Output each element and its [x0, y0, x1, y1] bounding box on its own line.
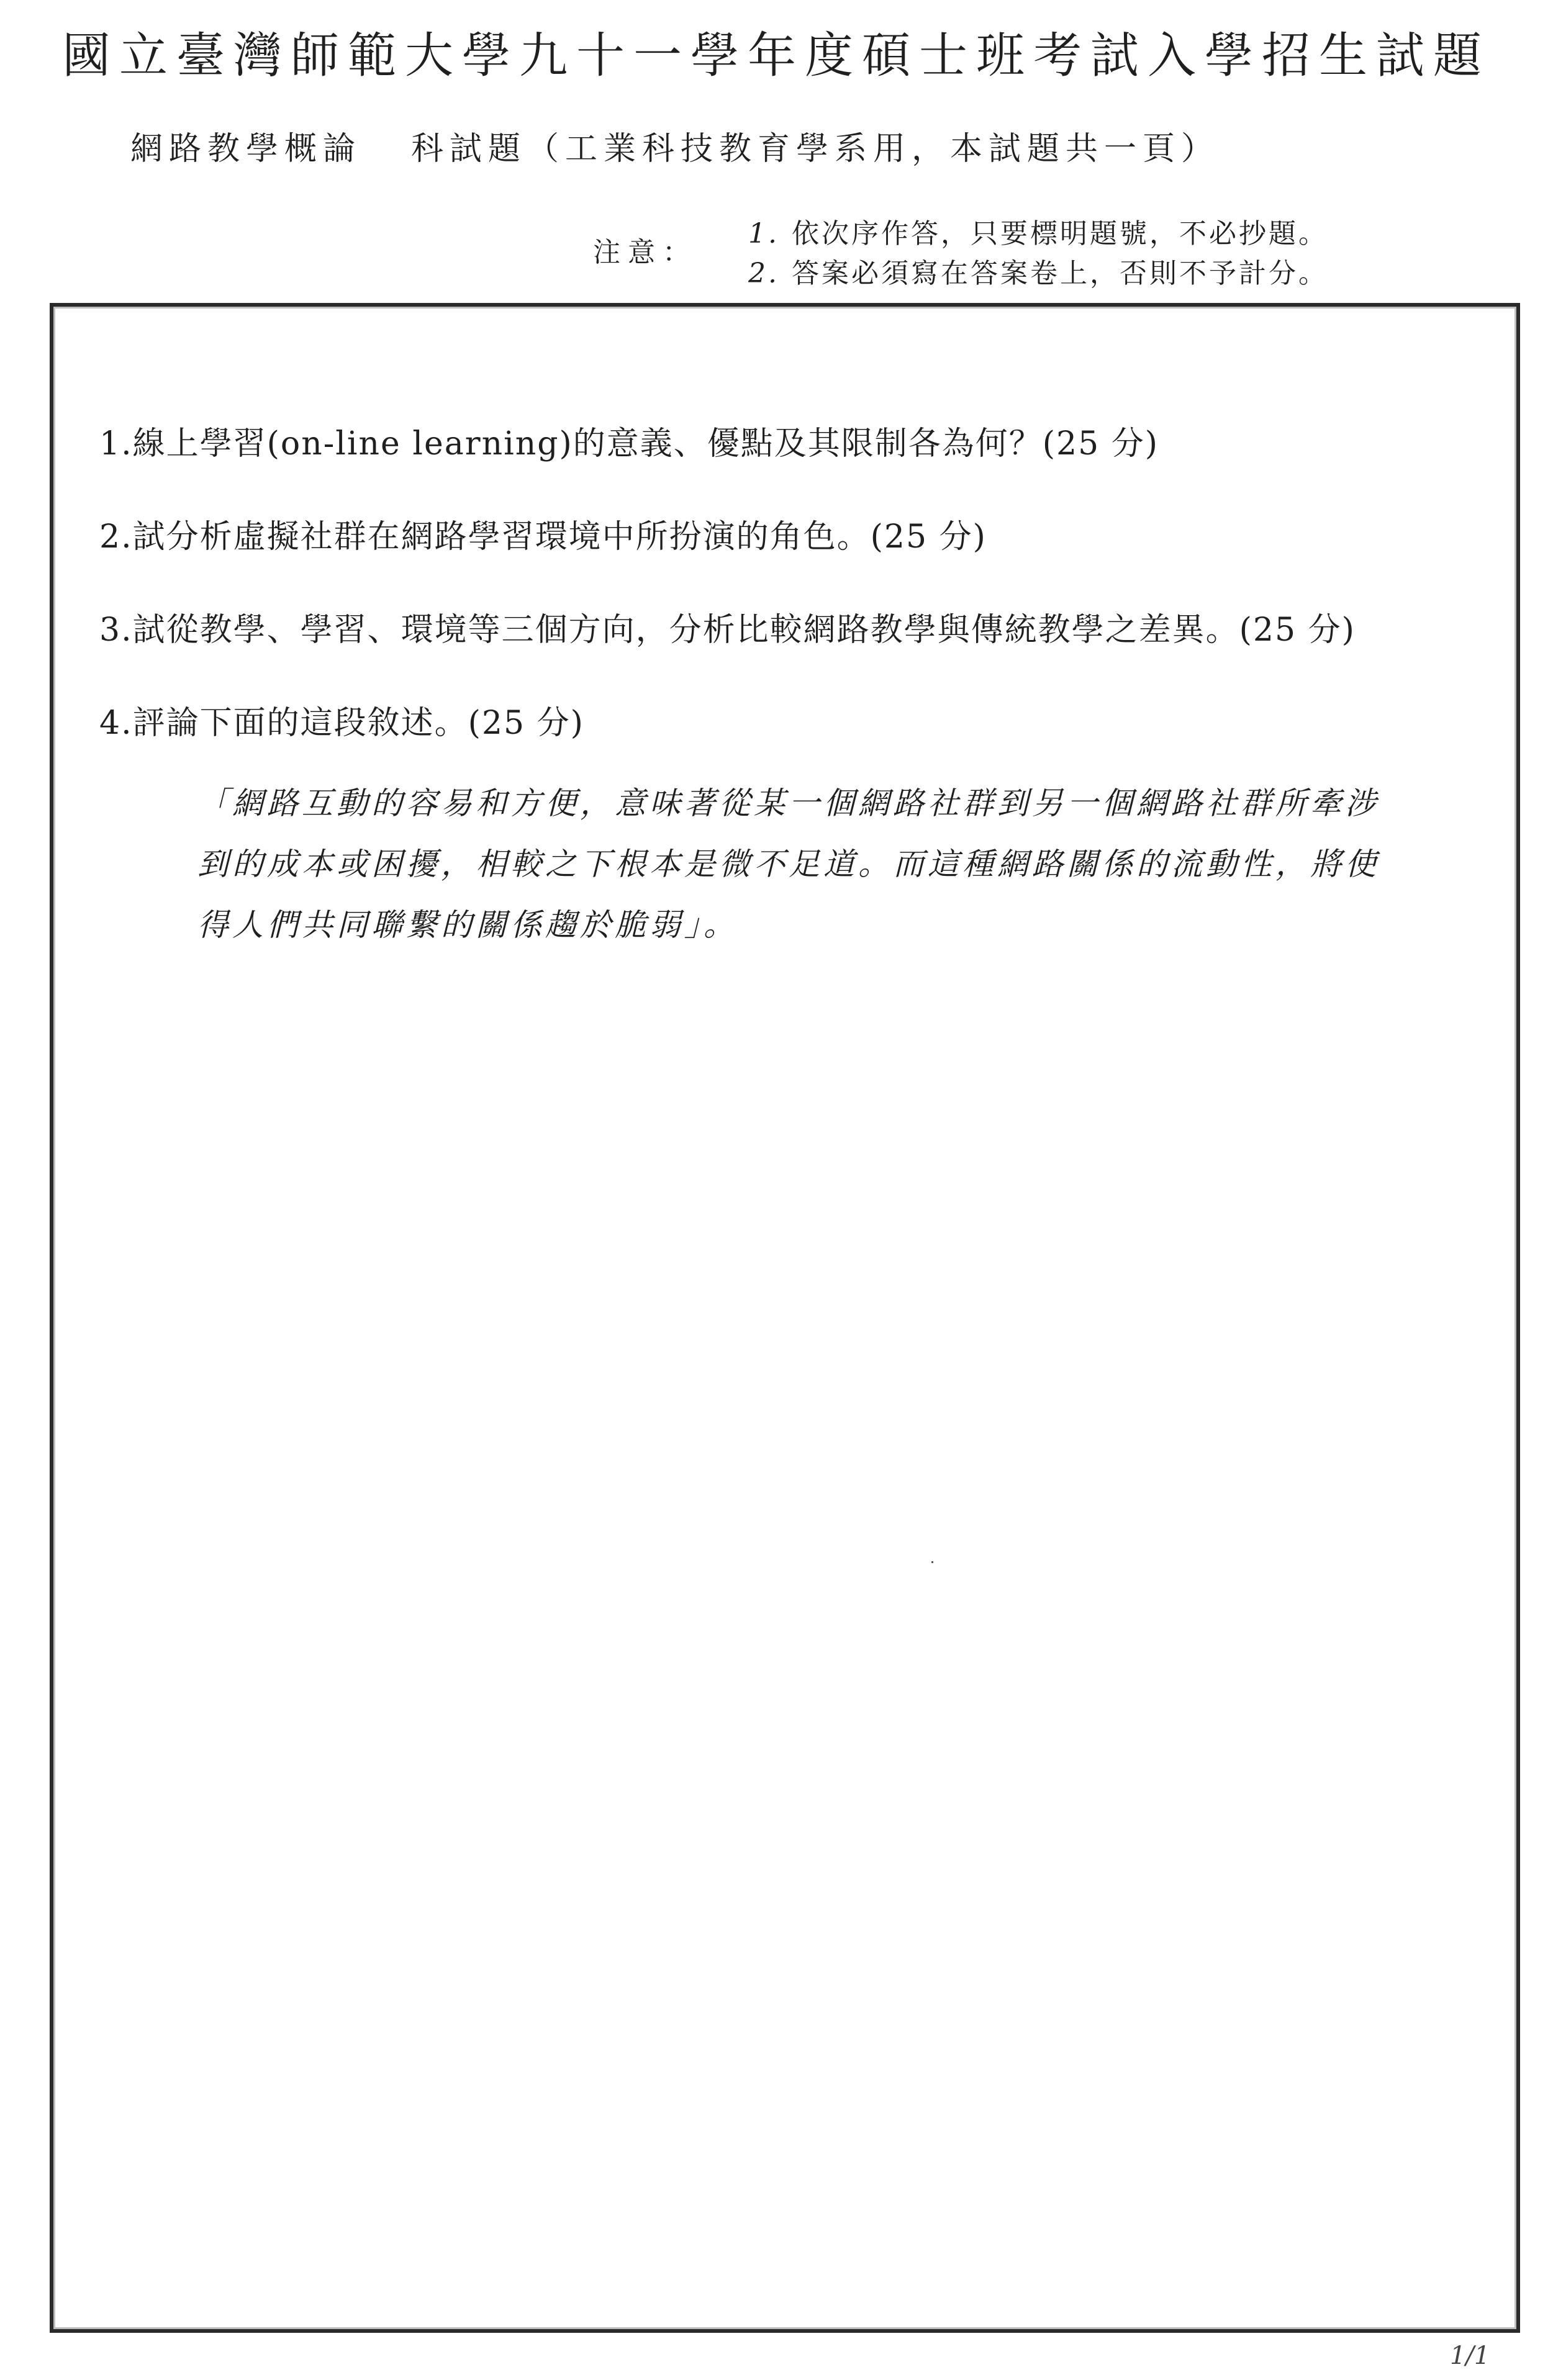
- subject-suffix: 科試題（工業科技教育學系用，本試題共一頁）: [411, 130, 1220, 168]
- notice-item-text: 依次序作答，只要標明題號，不必抄題。: [792, 218, 1328, 250]
- exam-title: 國立臺灣師範大學九十一學年度碩士班考試入學招生試題: [61, 28, 1490, 84]
- question-4: 4.評論下面的這段敘述。(25 分): [99, 705, 584, 742]
- exam-subtitle: [130, 121, 1220, 177]
- notice-list: [748, 214, 1328, 294]
- subject-name: 網路教學概論: [130, 130, 362, 168]
- scan-speck: [931, 1561, 933, 1563]
- quote-line: 「網路互動的容易和方便，意味著從某一個網路社群到另一個網路社群所牽涉: [197, 785, 1380, 821]
- notice-item-number: 2.: [748, 258, 779, 289]
- quoted-statement: [197, 773, 1501, 955]
- quote-line: 得人們共同聯繫的關係趨於脆弱」。: [197, 907, 738, 943]
- quote-line: 到的成本或困擾，相較之下根本是微不足道。而這種網路關係的流動性，將使: [197, 846, 1380, 882]
- notice-item: [748, 214, 1328, 254]
- question-2: 2.試分析虛擬社群在網路學習環境中所扮演的角色。(25 分): [99, 518, 987, 556]
- notice-item-number: 1.: [748, 218, 779, 250]
- page-number-mark: 1/1: [1450, 2342, 1490, 2370]
- question-3: 3.試從教學、學習、環境等三個方向，分析比較網路教學與傳統教學之差異。(25 分): [99, 611, 1356, 649]
- notice-item-text: 答案必須寫在答案卷上，否則不予計分。: [792, 258, 1328, 289]
- question-1: 1.線上學習(on-line learning)的意義、優點及其限制各為何？(25 分): [99, 425, 1159, 462]
- notice-label: 注意：: [593, 237, 697, 268]
- notice-item: [748, 254, 1328, 294]
